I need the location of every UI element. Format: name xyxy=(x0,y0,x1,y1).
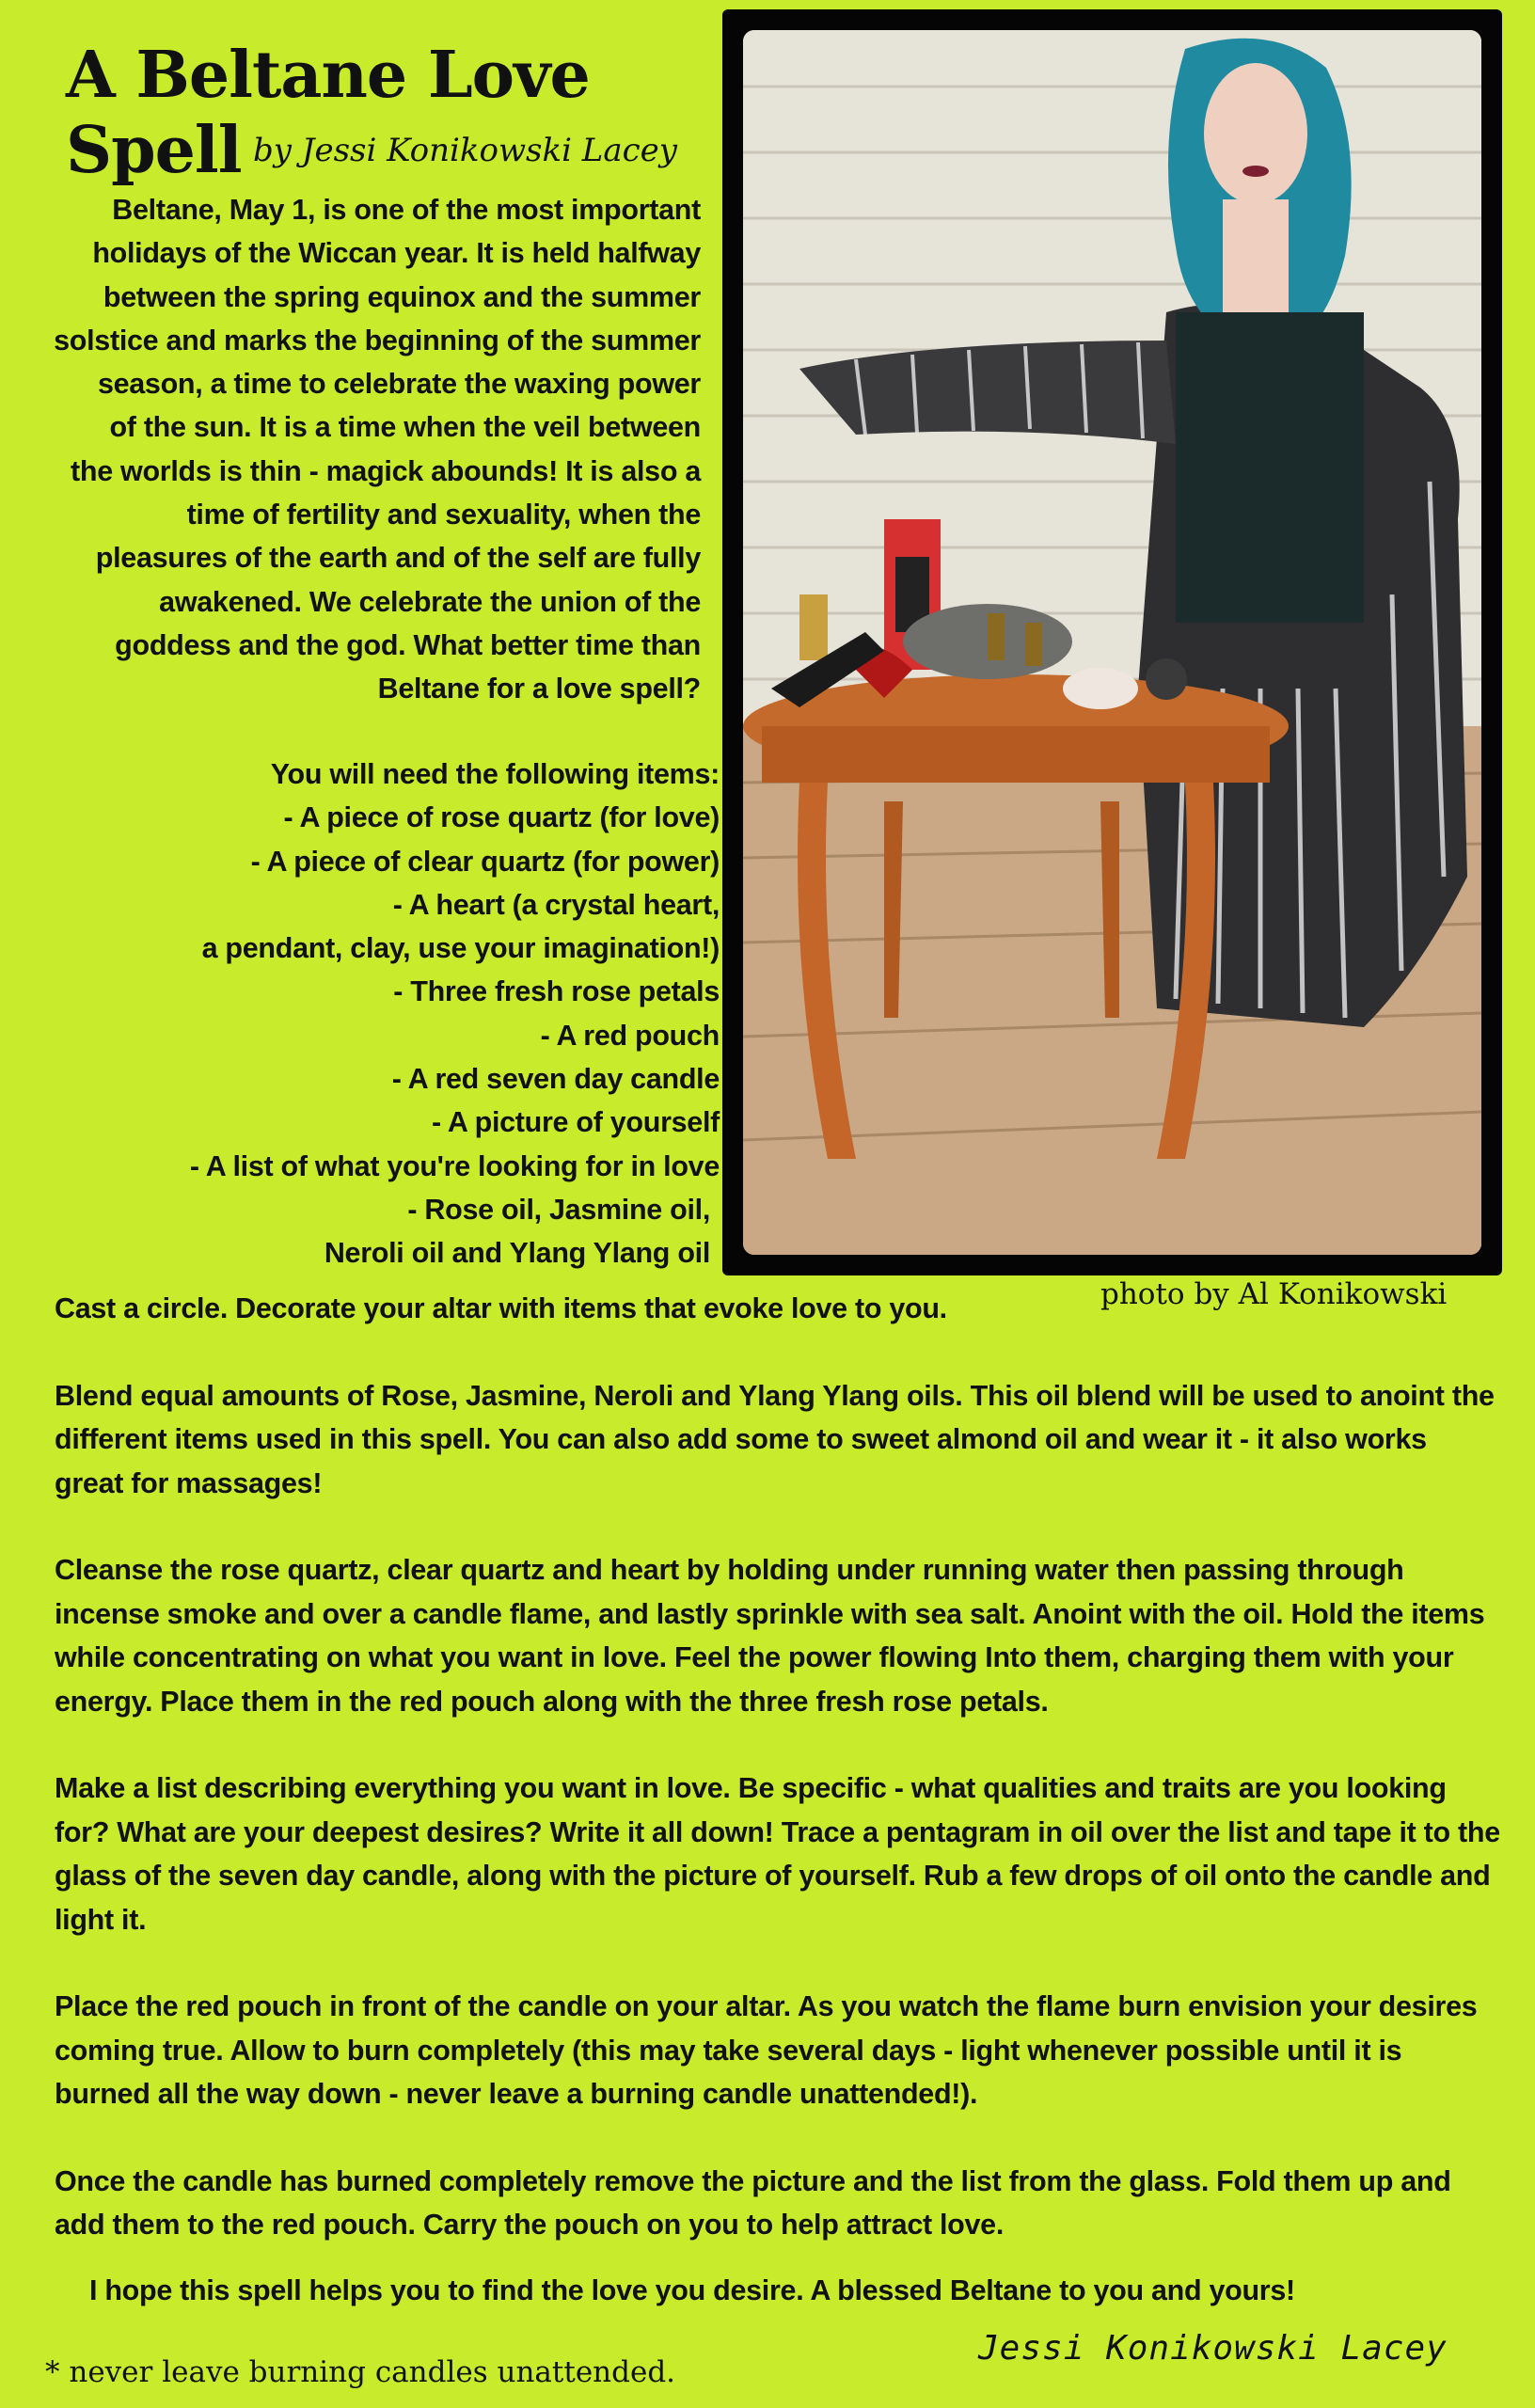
author-signature: Jessi Konikowski Lacey xyxy=(978,2329,1448,2368)
closing-line: I hope this spell helps you to find the love you desire. A blessed Beltane to you and yours! xyxy=(89,2274,1295,2306)
intro-line: holidays of the Wiccan year. It is held halfway xyxy=(92,237,701,270)
list-item: - A piece of clear quartz (for power) xyxy=(250,845,720,878)
intro-line: time of fertility and sexuality, when the xyxy=(186,499,701,531)
article-title: A Beltane Love Spell xyxy=(66,38,590,188)
intro-line: the worlds is thin - magick abounds! It is also a xyxy=(71,454,701,487)
list-item: - Three fresh rose petals xyxy=(393,975,720,1008)
list-item: - A red seven day candle xyxy=(391,1063,720,1096)
intro-line: Beltane for a love spell? xyxy=(377,673,701,705)
photo-credit: photo by Al Konikowski xyxy=(1100,1277,1448,1311)
instruction-paragraph: Place the red pouch in front of the candle on your altar. As you watch the flame burn envision your desires coming true. Allow to burn completely (this may take several days - light whenever possible until it is burned all the way down - never leave a burning candle unattended!). xyxy=(55,1990,1478,2110)
instruction-paragraph: Once the candle has burned completely remove the picture and the list from the glass. Fold them up and add them to the red pouch. Carry the pouch on you to help attract love. xyxy=(55,2164,1451,2241)
items-heading: You will need the following items: xyxy=(270,758,720,790)
intro-line: solstice and marks the beginning of the summer xyxy=(54,324,701,356)
list-item: - A picture of yourself xyxy=(431,1106,720,1139)
list-item: - A heart (a crystal heart, xyxy=(392,888,720,921)
list-item: a pendant, clay, use your imagination!) xyxy=(201,932,720,965)
list-item: - A red pouch xyxy=(540,1019,720,1052)
footnote: * never leave burning candles unattended. xyxy=(45,2355,676,2389)
intro-line: Beltane, May 1, is one of the most important xyxy=(112,194,701,226)
list-item: - Rose oil, Jasmine oil, xyxy=(407,1193,710,1226)
list-item: - A list of what you're looking for in love xyxy=(189,1149,720,1182)
items-list xyxy=(9,752,720,1275)
photo-image xyxy=(743,30,1481,1255)
instruction-paragraph: Make a list describing everything you want in love. Be specific - what qualities and traits are you looking for? What are your deepest desires? Write it all down! Trace a pentagram in oil over the list and tape it to the glass of the seven day candle, along with the picture of yourself. Rub a few drops of oil onto the candle and light it. xyxy=(55,1772,1500,1936)
author-byline: by Jessi Konikowski Lacey xyxy=(253,132,677,169)
intro-line: goddess and the god. What better time than xyxy=(115,628,701,661)
list-item: - A piece of rose quartz (for love) xyxy=(283,801,720,834)
author-photo xyxy=(722,9,1502,1275)
intro-paragraph xyxy=(9,188,701,711)
intro-line: pleasures of the earth and of the self are fully xyxy=(95,542,701,575)
altar-photo-illustration xyxy=(743,30,1481,1255)
instructions-body xyxy=(55,1287,1503,2290)
instruction-paragraph: Cast a circle. Decorate your altar with items that evoke love to you. xyxy=(55,1292,947,1324)
intro-line: season, a time to celebrate the waxing power xyxy=(97,368,701,401)
list-item: Neroli oil and Ylang Ylang oil xyxy=(324,1237,710,1270)
intro-line: awakened. We celebrate the union of the xyxy=(159,585,701,618)
intro-line: between the spring equinox and the summer xyxy=(103,280,701,313)
instruction-paragraph: Blend equal amounts of Rose, Jasmine, Neroli and Ylang Ylang oils. This oil blend will be used to anoint the different items used in this spell. You can also add some to sweet almond oil and wear it - it also works great for massages! xyxy=(55,1379,1495,1499)
instruction-paragraph: Cleanse the rose quartz, clear quartz and heart by holding under running water then passing through incense smoke and over a candle flame, and lastly sprinkle with sea salt. Anoint with the oil. Hold the items while concentrating on what you want in love. Feel the power flowing Into them, charging them with your energy. Place them in the red pouch along with the three fresh rose petals. xyxy=(55,1554,1485,1718)
intro-line: of the sun. It is a time when the veil between xyxy=(109,411,701,444)
